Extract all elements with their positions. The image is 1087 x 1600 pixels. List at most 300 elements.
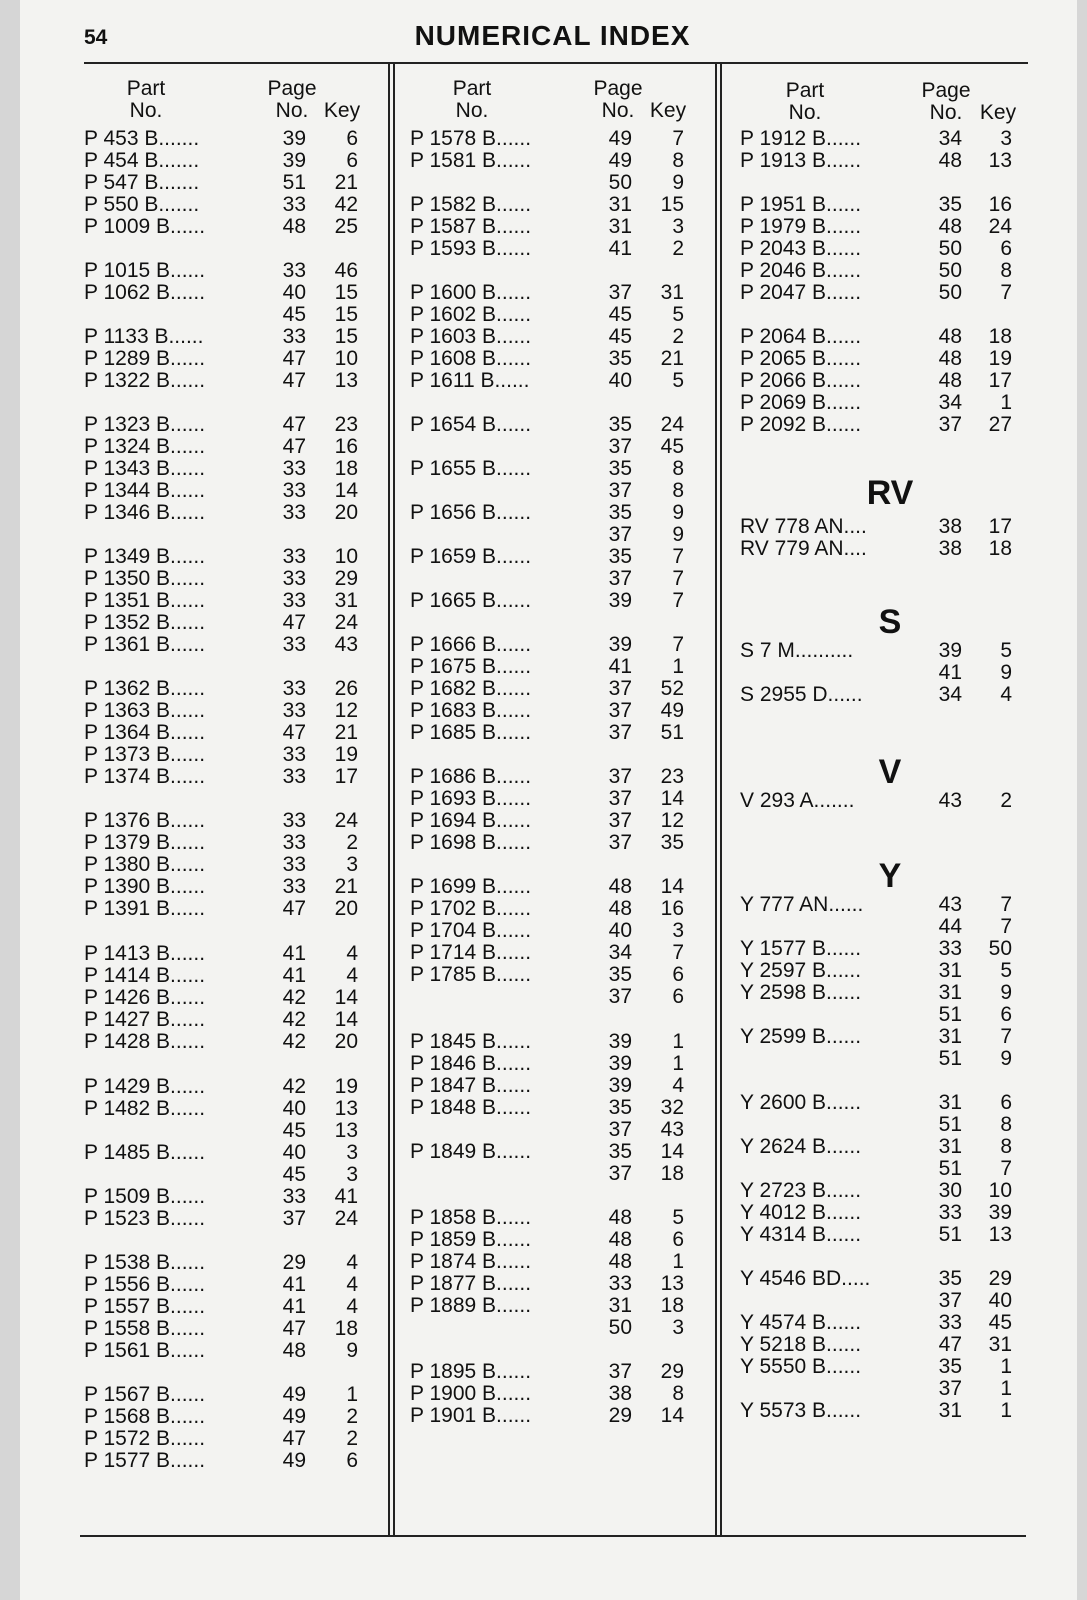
page-ref: 37 [608, 677, 632, 700]
part-number: P 1361 B...... [84, 633, 206, 656]
key-ref: 2 [346, 1405, 358, 1428]
index-entry [84, 898, 358, 920]
section-heading-v: V [878, 753, 902, 791]
page-ref: 29 [282, 1251, 306, 1274]
index-entry [410, 942, 684, 964]
part-number: P 547 B....... [84, 171, 200, 194]
key-ref: 6 [672, 1228, 684, 1251]
key-ref: 7 [672, 941, 684, 964]
page-ref: 50 [938, 237, 962, 260]
part-number: P 1654 B...... [410, 413, 532, 436]
key-ref: 3 [1000, 127, 1012, 150]
part-number: P 1567 B...... [84, 1383, 206, 1406]
key-ref: 16 [334, 435, 358, 458]
key-ref: 4 [346, 964, 358, 987]
page-ref: 33 [282, 589, 306, 612]
key-ref: 5 [672, 1206, 684, 1229]
key-ref: 31 [334, 589, 358, 612]
part-number: P 1611 B...... [410, 369, 530, 392]
key-ref: 8 [672, 1382, 684, 1405]
index-entry [740, 326, 1012, 348]
part-number: P 1582 B...... [410, 193, 532, 216]
index-entry [84, 634, 358, 656]
part-number: P 1593 B...... [410, 237, 532, 260]
page-ref: 37 [608, 1162, 632, 1185]
index-entry [410, 876, 684, 898]
page-ref: 47 [282, 369, 306, 392]
page-ref: 51 [938, 1223, 962, 1246]
key-ref: 20 [334, 1030, 358, 1053]
part-number: P 1363 B...... [84, 699, 206, 722]
index-entry [84, 1031, 358, 1053]
part-number: P 1858 B...... [410, 1206, 532, 1229]
key-ref: 5 [1000, 639, 1012, 662]
part-number: P 1572 B...... [84, 1427, 206, 1450]
key-ref: 23 [334, 413, 358, 436]
key-ref: 20 [334, 501, 358, 524]
key-ref: 14 [660, 1404, 684, 1427]
page-title: NUMERICAL INDEX [414, 20, 691, 51]
part-number: Y 2624 B...... [740, 1135, 862, 1158]
top-rule [84, 62, 1028, 64]
key-ref: 8 [672, 457, 684, 480]
key-ref: 8 [1000, 1113, 1012, 1136]
key-ref: 1 [672, 655, 684, 678]
index-entry [410, 722, 684, 744]
index-entry [84, 128, 358, 150]
column-divider-1 [388, 64, 396, 1535]
page-ref: 31 [938, 1135, 962, 1158]
index-entry [740, 1202, 1012, 1224]
key-ref: 39 [988, 1201, 1012, 1224]
key-ref: 26 [334, 677, 358, 700]
part-number: Y 777 AN...... [740, 893, 864, 916]
key-ref: 3 [346, 1141, 358, 1164]
key-ref: 7 [1000, 893, 1012, 916]
key-ref: 4 [346, 942, 358, 965]
index-entry [410, 326, 684, 348]
part-number: P 1578 B...... [410, 127, 532, 150]
index-entry [410, 700, 684, 722]
index-entry [410, 634, 684, 656]
index-entry [740, 684, 1012, 706]
part-number: P 2065 B...... [740, 347, 862, 370]
key-ref: 50 [988, 937, 1012, 960]
key-ref: 9 [346, 1339, 358, 1362]
page-ref: 44 [938, 915, 962, 938]
key-ref: 6 [346, 1449, 358, 1472]
key-ref: 18 [660, 1294, 684, 1317]
page-ref: 37 [608, 1118, 632, 1141]
index-entry [410, 964, 684, 986]
page-ref: 37 [608, 787, 632, 810]
page-ref: 48 [938, 215, 962, 238]
part-number: P 1912 B...... [740, 127, 862, 150]
page-ref: 35 [938, 1267, 962, 1290]
part-number: P 1686 B...... [410, 765, 532, 788]
key-ref: 24 [334, 611, 358, 634]
part-number: P 1900 B...... [410, 1382, 532, 1405]
index-entry [84, 1252, 358, 1274]
key-ref: 32 [660, 1096, 684, 1119]
key-ref: 10 [334, 545, 358, 568]
index-entry [84, 458, 358, 480]
key-ref: 6 [1000, 1091, 1012, 1114]
part-number: P 1379 B...... [84, 831, 206, 854]
column-divider-2 [715, 64, 723, 1535]
part-number: P 2064 B...... [740, 325, 862, 348]
part-number: P 1352 B...... [84, 611, 206, 634]
index-entry [84, 1098, 358, 1120]
page-ref: 33 [282, 765, 306, 788]
page-ref: 31 [938, 1091, 962, 1114]
index-entry [84, 1142, 358, 1164]
key-ref: 1 [672, 1030, 684, 1053]
key-ref: 45 [660, 435, 684, 458]
index-entry [740, 1158, 1012, 1180]
part-number: P 1683 B...... [410, 699, 532, 722]
part-number: P 1380 B...... [84, 853, 206, 876]
index-entry [740, 1400, 1012, 1422]
page-ref: 35 [608, 963, 632, 986]
key-ref: 5 [672, 369, 684, 392]
part-number: Y 4546 BD..... [740, 1267, 871, 1290]
part-number: P 1889 B...... [410, 1294, 532, 1317]
page-ref: 35 [608, 545, 632, 568]
part-number: P 1859 B...... [410, 1228, 532, 1251]
index-entry [84, 1076, 358, 1098]
key-ref: 9 [1000, 1047, 1012, 1070]
page-ref: 45 [282, 1119, 306, 1142]
index-entry [84, 1340, 358, 1362]
part-number: P 1659 B...... [410, 545, 532, 568]
key-ref: 6 [672, 985, 684, 1008]
index-entry [84, 1274, 358, 1296]
page-ref: 37 [608, 985, 632, 1008]
key-ref: 3 [346, 853, 358, 876]
page-ref: 33 [282, 831, 306, 854]
page-ref: 49 [282, 1449, 306, 1472]
index-entry [410, 986, 684, 1008]
index-entry [84, 194, 358, 216]
page-ref: 42 [282, 1075, 306, 1098]
part-number: P 1390 B...... [84, 875, 206, 898]
key-ref: 24 [334, 1207, 358, 1230]
part-number: P 2046 B...... [740, 259, 862, 282]
index-entry [410, 590, 684, 612]
key-ref: 7 [1000, 1157, 1012, 1180]
index-entry [740, 216, 1012, 238]
page-ref: 47 [282, 721, 306, 744]
page-ref: 40 [608, 919, 632, 942]
page-ref: 33 [282, 809, 306, 832]
part-number: P 1675 B...... [410, 655, 532, 678]
index-entry [740, 1092, 1012, 1114]
index-entry [410, 282, 684, 304]
index-entry [740, 348, 1012, 370]
key-ref: 3 [672, 215, 684, 238]
index-entry [740, 1026, 1012, 1048]
key-ref: 29 [334, 567, 358, 590]
page-ref: 43 [938, 893, 962, 916]
key-ref: 24 [334, 809, 358, 832]
key-ref: 14 [660, 787, 684, 810]
index-entry [84, 1450, 358, 1472]
index-entry [740, 982, 1012, 1004]
key-ref: 9 [672, 523, 684, 546]
page-ref: 29 [608, 1404, 632, 1427]
part-number: P 1846 B...... [410, 1052, 532, 1075]
index-entry [84, 832, 358, 854]
part-number: P 1324 B...... [84, 435, 206, 458]
index-entry [410, 1361, 684, 1383]
part-number: P 1376 B...... [84, 809, 206, 832]
part-number: P 1656 B...... [410, 501, 532, 524]
key-ref: 24 [988, 215, 1012, 238]
page-ref: 48 [282, 215, 306, 238]
index-entry [410, 1273, 684, 1295]
key-ref: 7 [1000, 915, 1012, 938]
index-entry [84, 1428, 358, 1450]
key-ref: 2 [672, 325, 684, 348]
key-ref: 40 [988, 1289, 1012, 1312]
index-entry [84, 348, 358, 370]
page-ref: 33 [282, 479, 306, 502]
key-ref: 15 [334, 281, 358, 304]
part-number: P 1901 B...... [410, 1404, 532, 1427]
key-ref: 13 [334, 1097, 358, 1120]
key-ref: 23 [660, 765, 684, 788]
part-number: P 1568 B...... [84, 1405, 206, 1428]
key-ref: 45 [988, 1311, 1012, 1334]
index-entry [410, 546, 684, 568]
part-number: P 1704 B...... [410, 919, 532, 942]
index-entry [84, 370, 358, 392]
index-entry [410, 568, 684, 590]
part-number: P 1702 B...... [410, 897, 532, 920]
index-entry [84, 810, 358, 832]
key-ref: 13 [334, 1119, 358, 1142]
index-entry [84, 612, 358, 634]
page-ref: 37 [608, 435, 632, 458]
key-ref: 20 [334, 897, 358, 920]
page-ref: 41 [608, 237, 632, 260]
part-number: P 1561 B...... [84, 1339, 206, 1362]
index-entry [84, 282, 358, 304]
index-entry [740, 1136, 1012, 1158]
key-ref: 29 [988, 1267, 1012, 1290]
index-entry [84, 150, 358, 172]
part-number: P 1133 B...... [84, 325, 204, 348]
part-number: Y 2597 B...... [740, 959, 862, 982]
index-entry [740, 790, 1012, 812]
index-entry [410, 1031, 684, 1053]
key-ref: 21 [660, 347, 684, 370]
key-ref: 5 [672, 303, 684, 326]
key-ref: 4 [672, 1074, 684, 1097]
part-number: P 1429 B...... [84, 1075, 206, 1098]
page-ref: 39 [608, 1074, 632, 1097]
index-entry [84, 1208, 358, 1230]
index-entry [410, 458, 684, 480]
page-ref: 37 [608, 699, 632, 722]
index-entry [740, 128, 1012, 150]
page-ref: 33 [282, 193, 306, 216]
index-entry [410, 1317, 684, 1339]
key-ref: 42 [334, 193, 358, 216]
page-ref: 37 [608, 721, 632, 744]
key-ref: 7 [672, 633, 684, 656]
index-entry [410, 216, 684, 238]
page-ref: 51 [938, 1113, 962, 1136]
index-entry [740, 640, 1012, 662]
part-number: P 1665 B...... [410, 589, 532, 612]
page-ref: 35 [608, 457, 632, 480]
index-entry [740, 916, 1012, 938]
key-ref: 7 [672, 545, 684, 568]
index-entry [410, 678, 684, 700]
page-ref: 35 [938, 1355, 962, 1378]
page-ref: 40 [282, 1097, 306, 1120]
page-ref: 33 [282, 325, 306, 348]
key-ref: 13 [660, 1272, 684, 1295]
page-ref: 42 [282, 1008, 306, 1031]
part-number: Y 5550 B...... [740, 1355, 862, 1378]
key-ref: 19 [334, 1075, 358, 1098]
part-number: P 2047 B...... [740, 281, 862, 304]
index-entry [740, 150, 1012, 172]
key-ref: 8 [672, 479, 684, 502]
index-entry [740, 282, 1012, 304]
key-ref: 9 [1000, 981, 1012, 1004]
index-entry [410, 128, 684, 150]
part-number: P 1874 B...... [410, 1250, 532, 1273]
index-entry [410, 502, 684, 524]
part-number: P 1414 B...... [84, 964, 206, 987]
index-entry [410, 480, 684, 502]
page-ref: 45 [282, 303, 306, 326]
page-ref: 41 [282, 942, 306, 965]
key-ref: 31 [660, 281, 684, 304]
part-number: P 1373 B...... [84, 743, 206, 766]
part-number: P 1062 B...... [84, 281, 206, 304]
index-entry [84, 414, 358, 436]
page-ref: 45 [282, 1163, 306, 1186]
index-entry [410, 1207, 684, 1229]
index-entry [84, 965, 358, 987]
key-ref: 51 [660, 721, 684, 744]
page-ref: 37 [938, 1289, 962, 1312]
part-number: P 1877 B...... [410, 1272, 532, 1295]
page-ref: 31 [608, 1294, 632, 1317]
part-number: P 1682 B...... [410, 677, 532, 700]
index-entry [410, 898, 684, 920]
page-ref: 33 [282, 457, 306, 480]
part-number: P 2066 B...... [740, 369, 862, 392]
index-entry [84, 172, 358, 194]
part-number: P 1785 B...... [410, 963, 532, 986]
page-ref: 51 [938, 1047, 962, 1070]
part-number: P 1849 B...... [410, 1140, 532, 1163]
key-ref: 8 [1000, 259, 1012, 282]
key-ref: 1 [1000, 1355, 1012, 1378]
index-entry [84, 1296, 358, 1318]
page-ref: 41 [608, 655, 632, 678]
page-ref: 30 [938, 1179, 962, 1202]
key-ref: 14 [334, 479, 358, 502]
index-entry [740, 194, 1012, 216]
part-header: Part No. [785, 79, 825, 124]
key-ref: 3 [346, 1163, 358, 1186]
page-header: Page No. [267, 77, 317, 122]
index-entry [84, 700, 358, 722]
page-ref: 45 [608, 303, 632, 326]
index-entry [740, 1334, 1012, 1356]
part-number: P 1009 B...... [84, 215, 206, 238]
key-ref: 10 [334, 347, 358, 370]
page-ref: 49 [282, 1383, 306, 1406]
page-ref: 38 [608, 1382, 632, 1405]
key-ref: 18 [988, 537, 1012, 560]
page-ref: 41 [938, 661, 962, 684]
key-ref: 9 [1000, 661, 1012, 684]
part-number: RV 778 AN.... [740, 515, 867, 538]
page-ref: 33 [282, 545, 306, 568]
index-entry [410, 1383, 684, 1405]
key-ref: 17 [988, 515, 1012, 538]
index-entry [740, 370, 1012, 392]
page-ref: 35 [608, 501, 632, 524]
part-number: P 1913 B...... [740, 149, 862, 172]
index-entry [740, 894, 1012, 916]
part-number: V 293 A....... [740, 789, 855, 812]
page-ref: 35 [608, 347, 632, 370]
part-number: Y 2723 B...... [740, 1179, 862, 1202]
part-number: P 1581 B...... [410, 149, 532, 172]
key-ref: 10 [988, 1179, 1012, 1202]
index-entry [84, 304, 358, 326]
page-ref: 31 [938, 959, 962, 982]
index-entry [740, 516, 1012, 538]
part-header: Part No. [452, 77, 492, 122]
part-number: P 1603 B...... [410, 325, 532, 348]
page-ref: 38 [938, 515, 962, 538]
key-ref: 15 [660, 193, 684, 216]
index-entry [740, 1114, 1012, 1136]
part-number: Y 1577 B...... [740, 937, 862, 960]
key-ref: 14 [660, 875, 684, 898]
page-ref: 33 [282, 501, 306, 524]
part-number: P 2043 B...... [740, 237, 862, 260]
key-ref: 16 [988, 193, 1012, 216]
part-number: P 1848 B...... [410, 1096, 532, 1119]
section-heading-y: Y [878, 857, 902, 895]
page-ref: 33 [938, 937, 962, 960]
page-ref: 41 [282, 1295, 306, 1318]
key-ref: 1 [1000, 1377, 1012, 1400]
index-entry [84, 1318, 358, 1340]
index-entry [84, 722, 358, 744]
key-ref: 1 [1000, 1399, 1012, 1422]
page-ref: 51 [938, 1003, 962, 1026]
part-number: P 1482 B...... [84, 1097, 206, 1120]
key-ref: 3 [672, 919, 684, 942]
page-ref: 47 [938, 1333, 962, 1356]
key-ref: 4 [346, 1295, 358, 1318]
key-ref: 16 [660, 897, 684, 920]
part-number: P 1350 B...... [84, 567, 206, 590]
index-entry [84, 436, 358, 458]
